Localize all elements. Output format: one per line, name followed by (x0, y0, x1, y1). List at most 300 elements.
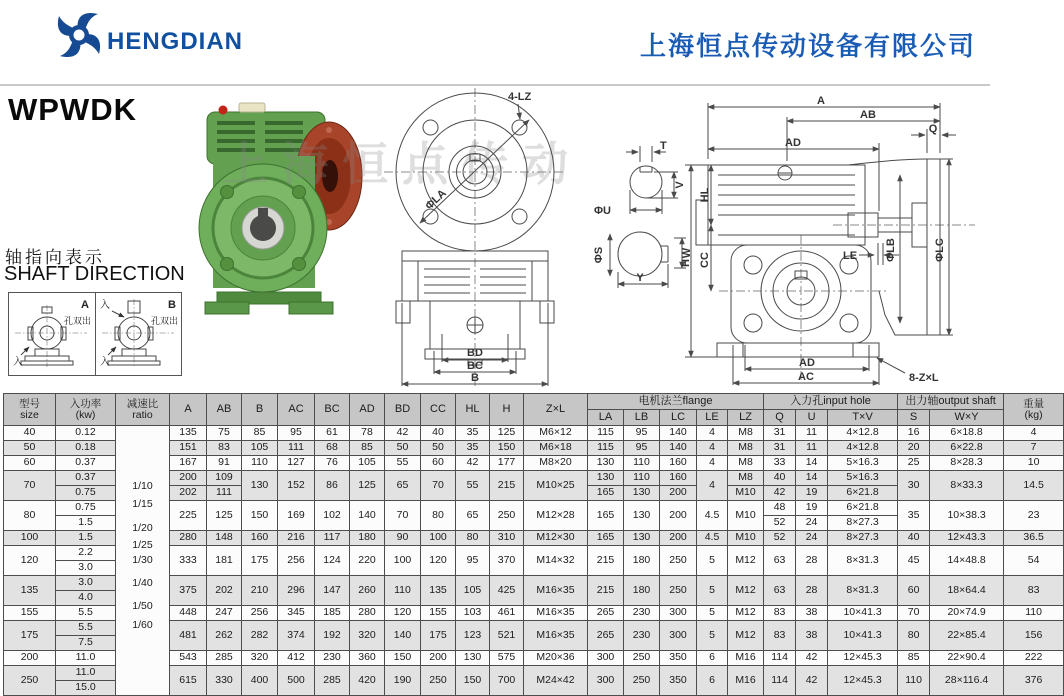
spec-cell: 130 (242, 471, 278, 501)
spec-cell: 0.37 (56, 456, 116, 471)
spec-cell: 5×16.3 (828, 471, 898, 486)
spec-cell: 140 (350, 501, 385, 531)
spec-cell: 200 (4, 651, 56, 666)
spec-cell: 135 (421, 576, 456, 606)
spec-cell: 6×22.8 (930, 441, 1004, 456)
spec-cell: M16 (728, 666, 764, 696)
spec-cell: 147 (315, 576, 350, 606)
header-cell: 入力孔input hole (764, 394, 898, 410)
spec-cell: 16 (898, 426, 930, 441)
header-cell: AD (350, 394, 385, 426)
spec-cell: 4.5 (697, 531, 728, 546)
spec-cell: 11.0 (56, 666, 116, 681)
spec-cell: M6×18 (524, 441, 588, 456)
spec-cell: 5.5 (56, 606, 116, 621)
spec-cell: 4 (697, 426, 728, 441)
spec-cell: 202 (170, 486, 207, 501)
spec-cell: 215 (588, 576, 624, 606)
diagram-a-label: A (81, 299, 89, 311)
spec-cell: 14.5 (1004, 471, 1064, 501)
spec-cell: 60 (421, 456, 456, 471)
header-cell: Q (764, 410, 796, 426)
header-cell: CC (421, 394, 456, 426)
diagram-b-in-bottom-label: 入 (99, 357, 110, 368)
spec-cell: 31 (764, 441, 796, 456)
spec-cell: 150 (385, 651, 421, 666)
front-dim-bc: BC (467, 360, 483, 372)
spec-cell: 300 (588, 666, 624, 696)
spec-cell: 180 (624, 546, 660, 576)
spec-cell: 3.0 (56, 561, 116, 576)
spec-cell: 376 (1004, 666, 1064, 696)
spec-cell: 100 (385, 546, 421, 576)
spec-cell: 700 (490, 666, 524, 696)
spec-cell: 345 (278, 606, 315, 621)
spec-cell: 230 (624, 621, 660, 651)
vent-plug-red (219, 106, 228, 115)
spec-cell: 42 (796, 666, 828, 696)
spec-cell: 42 (796, 651, 828, 666)
spec-cell: M12×30 (524, 531, 588, 546)
spec-cell: 250 (624, 666, 660, 696)
spec-cell: 7.5 (56, 636, 116, 651)
spec-cell: 167 (170, 456, 207, 471)
spec-cell: 140 (660, 426, 697, 441)
spec-cell: 215 (490, 471, 524, 501)
spec-cell: 190 (385, 666, 421, 696)
spec-cell: 105 (350, 456, 385, 471)
spec-cell: 300 (660, 621, 697, 651)
spec-cell: 280 (170, 531, 207, 546)
spec-cell: 35 (456, 426, 490, 441)
shaft-detail-drawing (588, 138, 693, 290)
spec-cell: 0.37 (56, 471, 116, 486)
spec-cell: 14 (796, 456, 828, 471)
spec-cell: 28×116.4 (930, 666, 1004, 696)
spec-cell: 256 (242, 606, 278, 621)
spec-cell: 55 (456, 471, 490, 501)
spec-cell: 50 (385, 441, 421, 456)
spec-cell: 448 (170, 606, 207, 621)
spec-cell: 320 (350, 621, 385, 651)
spec-cell: 130 (624, 531, 660, 546)
spec-cell: 117 (315, 531, 350, 546)
spec-cell: 85 (898, 651, 930, 666)
spec-cell: 48 (764, 501, 796, 516)
spec-cell: 350 (660, 666, 697, 696)
spec-cell: M16 (728, 651, 764, 666)
watermark-text: 上海恒点传动 (222, 138, 582, 190)
spec-cell: M20×36 (524, 651, 588, 666)
spec-cell: 80 (421, 501, 456, 531)
spec-cell: 256 (278, 546, 315, 576)
header-cell: 减速比 ratio (116, 394, 170, 426)
spec-cell: 10×41.3 (828, 606, 898, 621)
spec-cell: 130 (588, 456, 624, 471)
spec-cell: M12×28 (524, 501, 588, 531)
side-dim-ad-bottom: AD (799, 357, 815, 369)
spec-cell: 75 (207, 426, 242, 441)
header-cell: AB (207, 394, 242, 426)
spec-cell: 127 (278, 456, 315, 471)
spec-cell: 100 (4, 531, 56, 546)
spec-cell: M10 (728, 501, 764, 531)
spec-cell: 200 (660, 486, 697, 501)
spec-cell: 10 (1004, 456, 1064, 471)
shaft-direction-title-zh: 轴指向表示 (5, 248, 105, 267)
spec-cell: 19 (796, 486, 828, 501)
spec-cell: M12 (728, 546, 764, 576)
header-cell: 入功率 (kw) (56, 394, 116, 426)
spec-cell: 95 (624, 426, 660, 441)
spec-cell: 156 (1004, 621, 1064, 651)
spec-cell: 165 (588, 531, 624, 546)
spec-cell: 140 (660, 441, 697, 456)
spec-cell: 150 (490, 441, 524, 456)
spec-cell: 35 (898, 501, 930, 531)
spec-cell: 40 (898, 531, 930, 546)
front-bolt-callout-label: 4-LZ (508, 91, 532, 103)
shaft-direction-diagram-b (96, 293, 182, 375)
spec-cell: 6×21.8 (828, 501, 898, 516)
spec-cell: 6 (697, 666, 728, 696)
spec-cell: 125 (207, 501, 242, 531)
spec-cell: 3.0 (56, 576, 116, 591)
logo-text: HENGDIAN (107, 28, 244, 55)
spec-cell: 95 (278, 426, 315, 441)
spec-cell: 110 (242, 456, 278, 471)
spec-cell: 285 (315, 666, 350, 696)
spec-cell: 110 (898, 666, 930, 696)
spec-cell: 412 (278, 651, 315, 666)
spec-cell: 25 (898, 456, 930, 471)
side-dim-le: LE (843, 250, 858, 262)
spec-cell: 360 (350, 651, 385, 666)
ratio-value: 1/20 (132, 521, 153, 534)
header-cell: LA (588, 410, 624, 426)
spec-cell: 38 (796, 606, 828, 621)
spec-cell: M8 (728, 426, 764, 441)
spec-cell: 521 (490, 621, 524, 651)
spec-cell: 52 (764, 516, 796, 531)
ratio-value: 1/10 (132, 480, 153, 493)
spec-cell: 123 (456, 621, 490, 651)
spec-cell: M8 (728, 441, 764, 456)
header-cell: AC (278, 394, 315, 426)
spec-cell: 265 (588, 621, 624, 651)
side-dim-lc: ΦLC (934, 238, 946, 262)
spec-cell: 140 (385, 621, 421, 651)
spec-cell: 155 (421, 606, 456, 621)
spec-cell: 130 (588, 471, 624, 486)
spec-cell: 165 (588, 486, 624, 501)
spec-cell: 230 (624, 606, 660, 621)
side-dim-h: H (680, 259, 692, 267)
spec-cell: M16×35 (524, 576, 588, 606)
spec-cell: 83 (1004, 576, 1064, 606)
side-dim-ac: AC (798, 371, 814, 383)
spec-cell: 6×21.8 (828, 486, 898, 501)
detail-dim-v: V (674, 181, 686, 189)
spec-cell: 95 (456, 546, 490, 576)
spec-cell: 18×64.4 (930, 576, 1004, 606)
spec-cell: 31 (764, 426, 796, 441)
header-cell: B (242, 394, 278, 426)
spec-cell: 36.5 (1004, 531, 1064, 546)
spec-cell: 4 (1004, 426, 1064, 441)
detail-dim-s: ΦS (593, 246, 605, 264)
spec-cell: 7 (1004, 441, 1064, 456)
spec-cell: 500 (278, 666, 315, 696)
spec-cell: 0.18 (56, 441, 116, 456)
ratio-value: 1/30 (132, 554, 153, 567)
spec-cell: 160 (660, 456, 697, 471)
spec-cell: 111 (207, 486, 242, 501)
spec-cell: 250 (624, 651, 660, 666)
detail-dim-t: T (660, 140, 667, 152)
spec-cell: 114 (764, 666, 796, 696)
spec-cell: M14×32 (524, 546, 588, 576)
spec-cell: 202 (207, 576, 242, 606)
spec-cell: M12 (728, 621, 764, 651)
spec-cell: 130 (624, 501, 660, 531)
spec-cell: 115 (588, 426, 624, 441)
side-bolt-callout-label: 8-Z×L (909, 372, 939, 384)
spec-cell: 350 (660, 651, 697, 666)
spec-cell: 33 (764, 456, 796, 471)
spec-cell: 185 (315, 606, 350, 621)
spec-cell: 177 (490, 456, 524, 471)
spec-cell: 135 (4, 576, 56, 606)
header-cell: LB (624, 410, 660, 426)
header-cell: 电机法兰flange (588, 394, 764, 410)
spec-cell: 24 (796, 516, 828, 531)
header-cell: Z×L (524, 394, 588, 426)
spec-cell: 5 (697, 546, 728, 576)
spec-cell: 35 (456, 441, 490, 456)
side-dim-hl: HL (699, 187, 711, 203)
spec-cell: 282 (242, 621, 278, 651)
side-dim-ad-top: AD (785, 137, 801, 149)
spec-cell: 40 (4, 426, 56, 441)
spec-cell: 22×90.4 (930, 651, 1004, 666)
ratio-value: 1/40 (132, 576, 153, 589)
header-cell: HL (456, 394, 490, 426)
spec-cell: 40 (764, 471, 796, 486)
diagram-a-hole-label: 孔双出 (64, 316, 92, 326)
spec-cell: 148 (207, 531, 242, 546)
spec-cell: 230 (315, 651, 350, 666)
spec-cell: 65 (456, 501, 490, 531)
spec-cell: 181 (207, 546, 242, 576)
spec-cell: 5.5 (56, 621, 116, 636)
spec-cell: 45 (898, 546, 930, 576)
spec-cell: 125 (350, 471, 385, 501)
spec-cell: 6 (697, 651, 728, 666)
header-cell: LC (660, 410, 697, 426)
spec-cell: 83 (207, 441, 242, 456)
spec-cell: 42 (385, 426, 421, 441)
spec-cell: 8×27.3 (828, 516, 898, 531)
spec-cell: 200 (170, 471, 207, 486)
spec-cell: 19 (796, 501, 828, 516)
header-cell: 重量 (kg) (1004, 394, 1064, 426)
spec-cell: 152 (278, 471, 315, 501)
product-photo (183, 96, 367, 320)
spec-cell: 0.12 (56, 426, 116, 441)
spec-cell: 160 (242, 531, 278, 546)
spec-cell: 250 (660, 546, 697, 576)
spec-cell: 150 (242, 501, 278, 531)
spec-cell: 250 (660, 576, 697, 606)
header-cell: H (490, 394, 524, 426)
spec-cell: 52 (764, 531, 796, 546)
spec-cell: 543 (170, 651, 207, 666)
diagram-b-in-top-label: 入 (99, 300, 110, 311)
spec-cell: 10×41.3 (828, 621, 898, 651)
spec-cell: 50 (421, 441, 456, 456)
spec-cell: M24×42 (524, 666, 588, 696)
spec-table (3, 393, 1064, 696)
spec-cell: 180 (350, 531, 385, 546)
side-dim-q: Q (928, 123, 938, 135)
header-cell: T×V (828, 410, 898, 426)
shaft-direction-box (8, 292, 182, 376)
spec-cell: 4.5 (697, 501, 728, 531)
spec-cell: 160 (660, 471, 697, 486)
spec-cell: 175 (242, 546, 278, 576)
spec-cell: 8×31.3 (828, 546, 898, 576)
page-title: WPWDK (8, 92, 137, 127)
spec-cell: 40 (421, 426, 456, 441)
spec-cell: 225 (170, 501, 207, 531)
spec-cell: 20×74.9 (930, 606, 1004, 621)
spec-cell: 5 (697, 621, 728, 651)
diagram-b-hole-label: 孔双出 (150, 316, 178, 326)
spec-cell: 114 (764, 651, 796, 666)
spec-cell: M12 (728, 576, 764, 606)
spec-cell: 105 (242, 441, 278, 456)
spec-cell: 60 (4, 456, 56, 471)
spec-cell: M16×35 (524, 621, 588, 651)
spec-cell: 30 (898, 471, 930, 501)
company-name: 上海恒点传动设备有限公司 (639, 32, 976, 62)
header-cell: LE (697, 410, 728, 426)
spec-cell: 20 (898, 441, 930, 456)
header-divider (0, 84, 990, 86)
table-row (4, 426, 1064, 441)
detail-dim-y: Y (636, 272, 644, 284)
spec-cell: 85 (242, 426, 278, 441)
spec-cell: 61 (315, 426, 350, 441)
spec-cell: 280 (350, 606, 385, 621)
spec-cell: 210 (242, 576, 278, 606)
spec-cell: 4×12.8 (828, 426, 898, 441)
spec-cell: 125 (490, 426, 524, 441)
spec-cell: 110 (624, 471, 660, 486)
detail-dim-u: ΦU (594, 205, 611, 217)
spec-cell: 575 (490, 651, 524, 666)
spec-cell: 83 (764, 621, 796, 651)
spec-cell: 250 (4, 666, 56, 696)
spec-cell: 400 (242, 666, 278, 696)
spec-cell: 110 (624, 456, 660, 471)
spec-cell: 200 (421, 651, 456, 666)
spec-cell: 83 (764, 606, 796, 621)
spec-cell: 54 (1004, 546, 1064, 576)
spec-cell: 80 (898, 621, 930, 651)
spec-cell: 85 (350, 441, 385, 456)
spec-cell: 5 (697, 606, 728, 621)
ratio-value: 1/15 (132, 497, 153, 510)
spec-cell: M8 (728, 456, 764, 471)
side-dim-lb: ΦLB (885, 238, 897, 262)
spec-cell: 14×48.8 (930, 546, 1004, 576)
spec-cell: 63 (764, 576, 796, 606)
spec-cell: M10 (728, 486, 764, 501)
spec-cell: 4 (697, 456, 728, 471)
spec-cell: 310 (490, 531, 524, 546)
spec-cell: 5×16.3 (828, 456, 898, 471)
spec-cell: M12 (728, 606, 764, 621)
spec-cell: 100 (421, 531, 456, 546)
spec-cell: 80 (4, 501, 56, 531)
spec-cell: 63 (764, 546, 796, 576)
header-cell: 型号 size (4, 394, 56, 426)
spec-cell: 86 (315, 471, 350, 501)
spec-cell: 0.75 (56, 486, 116, 501)
spec-cell: 6×18.8 (930, 426, 1004, 441)
spec-cell: M10×25 (524, 471, 588, 501)
spec-cell: 60 (898, 576, 930, 606)
spec-cell: 180 (624, 576, 660, 606)
spec-cell: 220 (350, 546, 385, 576)
spec-cell: 4 (697, 441, 728, 456)
front-dim-b: B (471, 372, 479, 384)
spec-cell: 42 (764, 486, 796, 501)
spec-cell: 4.0 (56, 591, 116, 606)
spec-cell: 461 (490, 606, 524, 621)
ratio-value: 1/60 (132, 618, 153, 631)
spec-cell: 200 (660, 531, 697, 546)
spec-cell: 192 (315, 621, 350, 651)
company-logo-icon (54, 8, 104, 62)
spec-cell: 5 (697, 576, 728, 606)
spec-cell: 250 (421, 666, 456, 696)
spec-cell: 130 (456, 651, 490, 666)
spec-cell: 151 (170, 441, 207, 456)
spec-cell: 105 (456, 576, 490, 606)
side-view-drawing (680, 95, 985, 387)
front-dia-label: ΦLA (423, 187, 449, 213)
spec-cell: 330 (207, 666, 242, 696)
spec-cell: 103 (456, 606, 490, 621)
spec-cell: 200 (660, 501, 697, 531)
spec-cell: M8×20 (524, 456, 588, 471)
spec-cell: 260 (350, 576, 385, 606)
spec-cell: 615 (170, 666, 207, 696)
spec-cell: 285 (207, 651, 242, 666)
header-cell: BD (385, 394, 421, 426)
spec-cell: 4 (697, 471, 728, 501)
spec-cell: 110 (385, 576, 421, 606)
header-cell: BC (315, 394, 350, 426)
spec-cell: 28 (796, 546, 828, 576)
spec-cell: 70 (898, 606, 930, 621)
diagram-b-label: B (167, 299, 176, 311)
spec-cell: 11 (796, 441, 828, 456)
spec-cell: 8×33.3 (930, 471, 1004, 501)
